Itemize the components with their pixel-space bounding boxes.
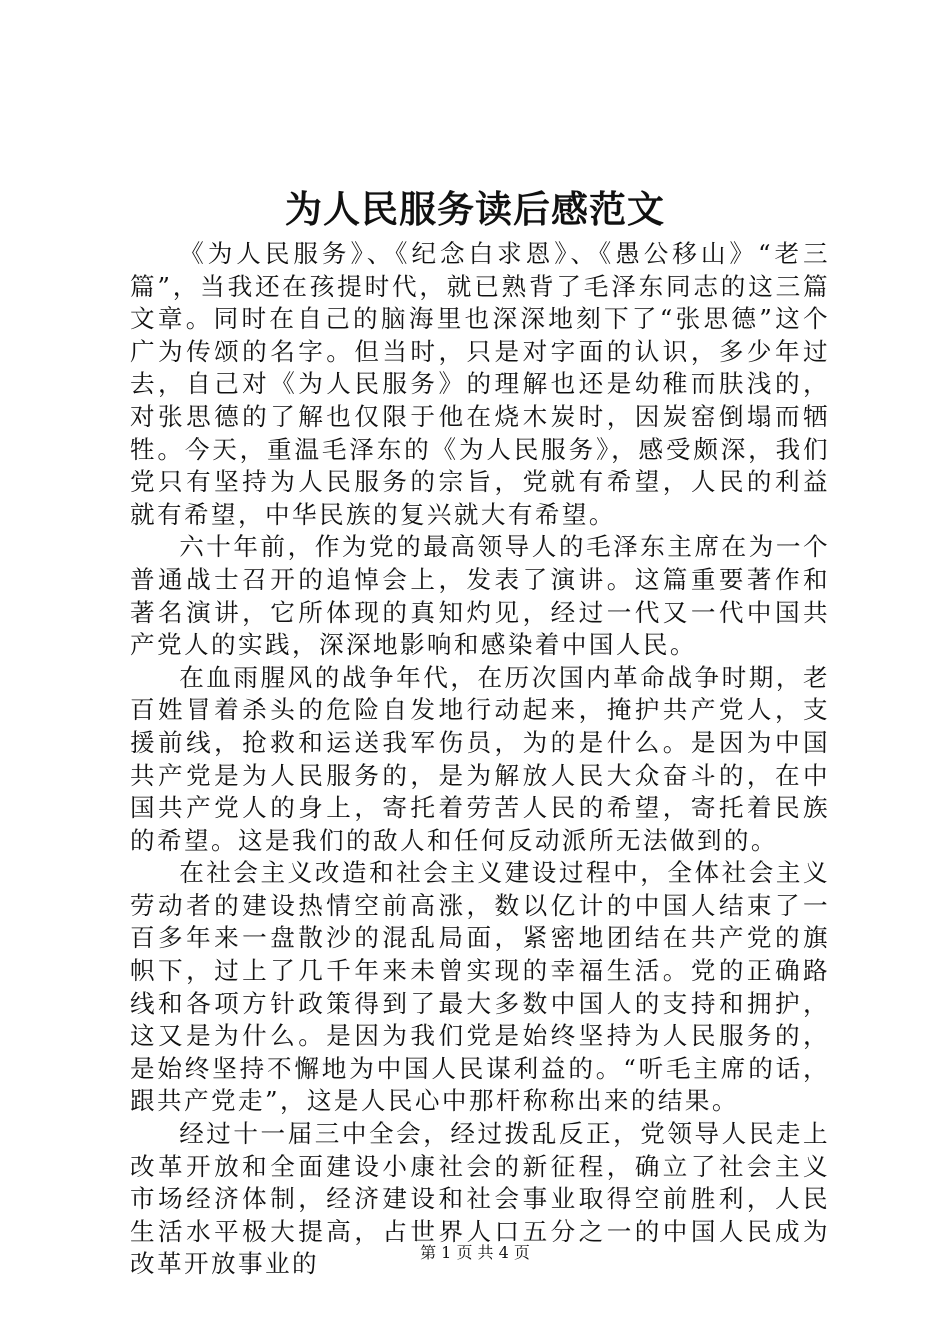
paragraph: 六十年前，作为党的最高领导人的毛泽东主席在为一个普通战士召开的追悼会上，发表了演讲。这篇重要著作和著名演讲，它所体现的真知灼见，经过一代又一代中国共产党人的实践，深深地影响和感染着中国人民。 bbox=[130, 532, 830, 660]
paragraph: 《为人民服务》、《纪念白求恩》、《愚公移山》“老三篇”，当我还在孩提时代，就已熟背了毛泽东同志的这三篇文章。同时在自己的脑海里也深深地刻下了“张思德”这个广为传颂的名字。但当时，只是对字面的认识，多少年过去，自己对《为人民服务》的理解也还是幼稚而肤浅的，对张思德的了解也仅限于他在烧木炭时，因炭窑倒塌而牺牲。今天，重温毛泽东的《为人民服务》，感受颇深，我们党只有坚持为人民服务的宗旨，党就有希望，人民的利益就有希望，中华民族的复兴就大有希望。 bbox=[130, 239, 830, 529]
paragraph: 在社会主义改造和社会主义建设过程中，全体社会主义劳动者的建设热情空前高涨，数以亿计的中国人结束了一百多年来一盘散沙的混乱局面，紧密地团结在共产党的旗帜下，过上了几千年来未曾实现的幸福生活。党的正确路线和各项方针政策得到了最大多数中国人的支持和拥护，这又是为什么。是因为我们党是始终坚持为人民服务的，是始终坚持不懈地为中国人民谋利益的。“听毛主席的话，跟共产党走”，这是人民心中那杆称称出来的结果。 bbox=[130, 858, 830, 1116]
page-number-footer: 第 1 页 共 4 页 bbox=[420, 1243, 530, 1262]
paragraph: 在血雨腥风的战争年代，在历次国内革命战争时期，老百姓冒着杀头的危险自发地行动起来，掩护共产党人，支援前线，抢救和运送我军伤员，为的是什么。是因为中国共产党是为人民服务的，是为解放人民大众奋斗的，在中国共产党人的身上，寄托着劳苦人民的希望，寄托着民族的希望。这是我们的敌人和任何反动派所无法做到的。 bbox=[130, 662, 830, 855]
paragraph: 经过十一届三中全会，经过拨乱反正，党领导人民走上改革开放和全面建设小康社会的新征程，确立了社会主义市场经济体制，经济建设和社会事业取得空前胜利，人民生活水平极大提高，占世界人口五分之一的中国人民成为改革开放事业的 bbox=[130, 1119, 830, 1279]
document-title: 为人民服务读后感范文 bbox=[285, 187, 665, 231]
document-body bbox=[130, 238, 830, 1281]
